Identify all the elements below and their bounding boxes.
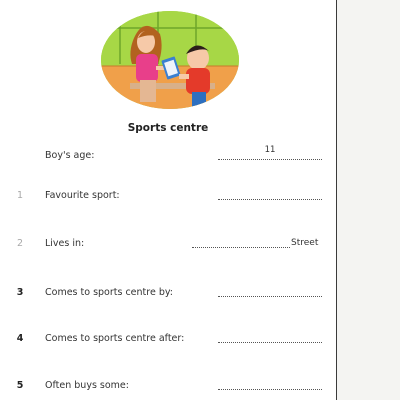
question-row (0, 238, 336, 254)
example-row (0, 145, 336, 166)
question-row (0, 333, 336, 349)
question-label: Favourite sport: (45, 190, 120, 201)
question-row (0, 287, 336, 303)
question-label: Comes to sports centre after: (45, 333, 185, 344)
question-row (0, 380, 336, 396)
question-row (0, 190, 336, 206)
page-title: Sports centre (127, 122, 209, 134)
question-label: Lives in: (45, 238, 85, 249)
question-number: 5 (16, 380, 24, 391)
question-number: 1 (16, 190, 24, 201)
question-label: Boy's age: (45, 150, 95, 161)
answer-line[interactable] (218, 389, 322, 390)
question-label: Often buys some: (45, 380, 129, 391)
question-number: 3 (16, 287, 24, 298)
answer-text: 11 (264, 145, 276, 155)
answer-line[interactable] (218, 342, 322, 343)
woman-and-boy-with-clipboard-icon (100, 8, 240, 110)
answer-line[interactable] (218, 199, 322, 200)
answer-line[interactable] (192, 247, 290, 248)
question-number: 4 (16, 333, 24, 344)
answer-line[interactable] (218, 296, 322, 297)
question-label: Comes to sports centre by: (45, 287, 173, 298)
question-number: 2 (16, 238, 24, 249)
answer-line[interactable] (218, 159, 322, 160)
answer-suffix: Street (291, 238, 319, 248)
